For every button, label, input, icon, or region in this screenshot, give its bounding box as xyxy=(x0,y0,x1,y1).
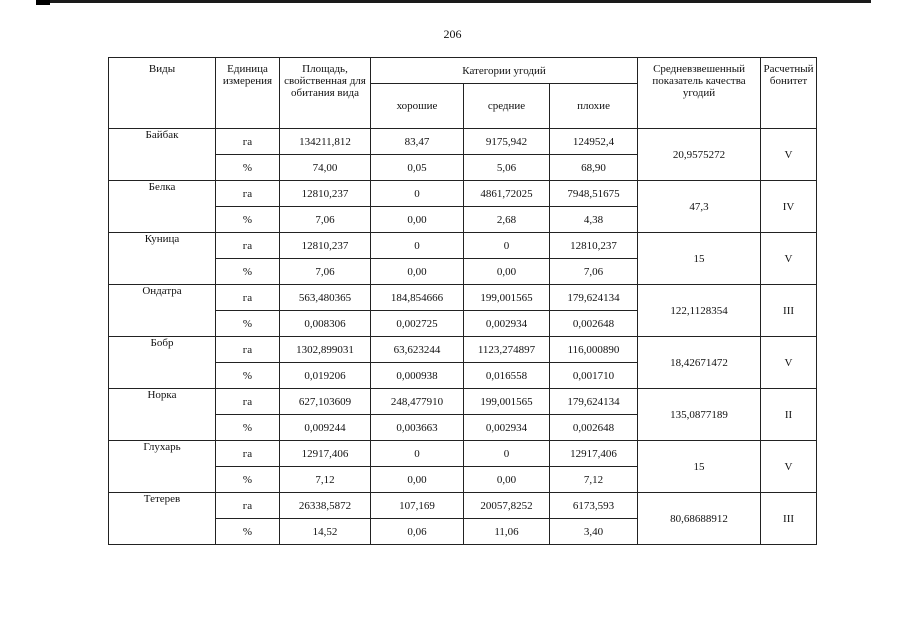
unit-cell: % xyxy=(216,363,280,389)
unit-cell: га xyxy=(216,285,280,311)
area-cell: 7,06 xyxy=(280,207,371,233)
poor-cell: 7948,51675 xyxy=(550,181,638,207)
bonitet-cell: V xyxy=(761,337,817,389)
good-cell: 0 xyxy=(371,233,464,259)
area-cell: 12810,237 xyxy=(280,181,371,207)
medium-cell: 0,002934 xyxy=(464,415,550,441)
medium-cell: 0,00 xyxy=(464,259,550,285)
good-cell: 0,000938 xyxy=(371,363,464,389)
bonitet-cell: V xyxy=(761,441,817,493)
area-cell: 1302,899031 xyxy=(280,337,371,363)
good-cell: 0,06 xyxy=(371,519,464,545)
poor-cell: 4,38 xyxy=(550,207,638,233)
poor-cell: 3,40 xyxy=(550,519,638,545)
unit-cell: га xyxy=(216,337,280,363)
top-rule-end xyxy=(36,0,50,5)
page-number: 206 xyxy=(443,27,462,41)
area-cell: 12917,406 xyxy=(280,441,371,467)
species-name: Куница xyxy=(109,233,216,285)
area-cell: 14,52 xyxy=(280,519,371,545)
medium-cell: 199,001565 xyxy=(464,389,550,415)
unit-cell: % xyxy=(216,155,280,181)
poor-cell: 0,002648 xyxy=(550,311,638,337)
top-rule xyxy=(36,0,871,3)
species-name: Бобр xyxy=(109,337,216,389)
quality-cell: 80,68688912 xyxy=(638,493,761,545)
table-row-ha xyxy=(109,129,817,155)
species-name: Ондатра xyxy=(109,285,216,337)
medium-cell: 1123,274897 xyxy=(464,337,550,363)
quality-cell: 15 xyxy=(638,441,761,493)
area-cell: 7,06 xyxy=(280,259,371,285)
good-cell: 83,47 xyxy=(371,129,464,155)
species-name: Глухарь xyxy=(109,441,216,493)
good-cell: 0,00 xyxy=(371,259,464,285)
good-cell: 107,169 xyxy=(371,493,464,519)
bonitet-cell: V xyxy=(761,129,817,181)
header-categories: Категории угодий xyxy=(371,58,638,84)
area-cell: 74,00 xyxy=(280,155,371,181)
unit-cell: га xyxy=(216,493,280,519)
good-cell: 0 xyxy=(371,441,464,467)
quality-cell: 135,0877189 xyxy=(638,389,761,441)
header-quality: Средневзвешенный показатель качества угодий xyxy=(638,58,761,129)
poor-cell: 7,06 xyxy=(550,259,638,285)
table-row-ha xyxy=(109,233,817,259)
good-cell: 0,003663 xyxy=(371,415,464,441)
bonitet-cell: IV xyxy=(761,181,817,233)
unit-cell: % xyxy=(216,207,280,233)
poor-cell: 0,002648 xyxy=(550,415,638,441)
unit-cell: га xyxy=(216,389,280,415)
poor-cell: 12810,237 xyxy=(550,233,638,259)
table-row-ha xyxy=(109,389,817,415)
header-poor: плохие xyxy=(550,84,638,129)
area-cell: 563,480365 xyxy=(280,285,371,311)
medium-cell: 0,002934 xyxy=(464,311,550,337)
quality-cell: 122,1128354 xyxy=(638,285,761,337)
medium-cell: 199,001565 xyxy=(464,285,550,311)
poor-cell: 116,000890 xyxy=(550,337,638,363)
table-row-ha xyxy=(109,337,817,363)
bonitet-cell: III xyxy=(761,285,817,337)
medium-cell: 11,06 xyxy=(464,519,550,545)
good-cell: 63,623244 xyxy=(371,337,464,363)
good-cell: 248,477910 xyxy=(371,389,464,415)
unit-cell: % xyxy=(216,467,280,493)
species-name: Норка xyxy=(109,389,216,441)
good-cell: 0,00 xyxy=(371,207,464,233)
poor-cell: 124952,4 xyxy=(550,129,638,155)
medium-cell: 2,68 xyxy=(464,207,550,233)
poor-cell: 0,001710 xyxy=(550,363,638,389)
unit-cell: га xyxy=(216,129,280,155)
bonitet-cell: V xyxy=(761,233,817,285)
bonitet-cell: III xyxy=(761,493,817,545)
header-area: Площадь, свойственная для обитания вида xyxy=(280,58,371,129)
unit-cell: % xyxy=(216,259,280,285)
unit-cell: га xyxy=(216,233,280,259)
table-row-ha xyxy=(109,285,817,311)
medium-cell: 0,016558 xyxy=(464,363,550,389)
species-name: Белка xyxy=(109,181,216,233)
unit-cell: га xyxy=(216,181,280,207)
medium-cell: 20057,8252 xyxy=(464,493,550,519)
medium-cell: 4861,72025 xyxy=(464,181,550,207)
medium-cell: 9175,942 xyxy=(464,129,550,155)
quality-cell: 20,9575272 xyxy=(638,129,761,181)
header-species: Виды xyxy=(109,58,216,129)
poor-cell: 12917,406 xyxy=(550,441,638,467)
good-cell: 0,05 xyxy=(371,155,464,181)
area-cell: 26338,5872 xyxy=(280,493,371,519)
table-row-ha xyxy=(109,441,817,467)
area-cell: 134211,812 xyxy=(280,129,371,155)
area-cell: 12810,237 xyxy=(280,233,371,259)
species-habitat-table xyxy=(108,57,817,545)
unit-cell: % xyxy=(216,519,280,545)
quality-cell: 47,3 xyxy=(638,181,761,233)
good-cell: 0 xyxy=(371,181,464,207)
good-cell: 0,00 xyxy=(371,467,464,493)
table-row-ha xyxy=(109,493,817,519)
quality-cell: 18,42671472 xyxy=(638,337,761,389)
quality-cell: 15 xyxy=(638,233,761,285)
poor-cell: 6173,593 xyxy=(550,493,638,519)
poor-cell: 179,624134 xyxy=(550,389,638,415)
header-medium: средние xyxy=(464,84,550,129)
header-bonitet: Расчетный бонитет xyxy=(761,58,817,129)
medium-cell: 0 xyxy=(464,441,550,467)
unit-cell: га xyxy=(216,441,280,467)
poor-cell: 7,12 xyxy=(550,467,638,493)
header-unit: Единица измерения xyxy=(216,58,280,129)
unit-cell: % xyxy=(216,311,280,337)
medium-cell: 0 xyxy=(464,233,550,259)
unit-cell: % xyxy=(216,415,280,441)
bonitet-cell: II xyxy=(761,389,817,441)
medium-cell: 0,00 xyxy=(464,467,550,493)
good-cell: 184,854666 xyxy=(371,285,464,311)
table-row-ha xyxy=(109,181,817,207)
poor-cell: 179,624134 xyxy=(550,285,638,311)
area-cell: 0,008306 xyxy=(280,311,371,337)
header-good: хорошие xyxy=(371,84,464,129)
medium-cell: 5,06 xyxy=(464,155,550,181)
area-cell: 627,103609 xyxy=(280,389,371,415)
good-cell: 0,002725 xyxy=(371,311,464,337)
species-name: Тетерев xyxy=(109,493,216,545)
area-cell: 0,009244 xyxy=(280,415,371,441)
area-cell: 0,019206 xyxy=(280,363,371,389)
area-cell: 7,12 xyxy=(280,467,371,493)
poor-cell: 68,90 xyxy=(550,155,638,181)
species-name: Байбак xyxy=(109,129,216,181)
